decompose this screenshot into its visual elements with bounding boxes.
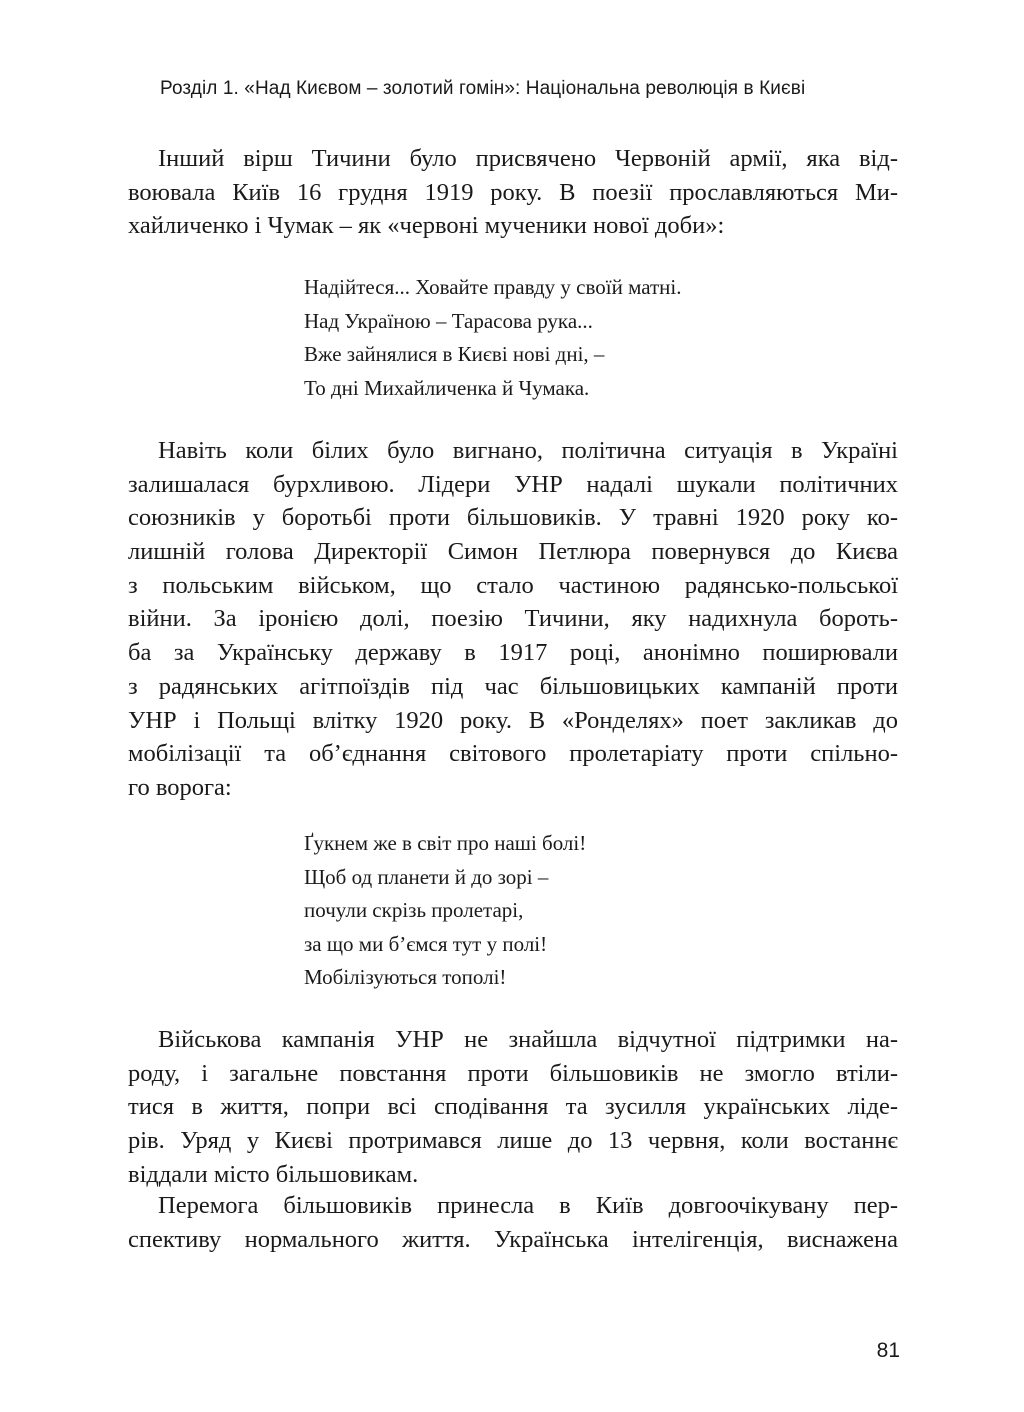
text-line: війни. За іронією долі, поезію Тичини, яку надихнула бороть- — [128, 605, 898, 633]
text-line: союзників у боротьбі проти більшовиків. У травні 1920 року ко- — [128, 504, 898, 532]
paragraph-3 — [128, 1023, 898, 1191]
text-line: залишалася бурхливою. Лідери УНР надалі шукали політичних — [128, 470, 898, 498]
verse-line: То дні Михайличенка й Чумака. — [304, 375, 590, 400]
page-number: 81 — [876, 1339, 900, 1362]
paragraph-1 — [128, 142, 898, 243]
text-line: УНР і Польщі влітку 1920 року. В «Ронделях» поет закликав до — [128, 706, 898, 734]
text-line: тися в життя, попри всі сподівання та зусилля українських лідe- — [128, 1093, 898, 1121]
text-line: хайличенко і Чумак – як «червоні мученики нової доби»: — [128, 212, 725, 240]
text-line: Перемога більшовиків принесла в Київ довгоочікувану пер- — [158, 1192, 898, 1219]
text-line: Навіть коли білих було вигнано, політична ситуація в Україні — [158, 437, 898, 464]
paragraph-2 — [128, 434, 898, 805]
paragraph-4 — [128, 1189, 898, 1256]
verse-line: Надійтеся... Ховайте правду у своїй матні. — [304, 275, 682, 299]
text-line: воювала Київ 16 грудня 1919 року. В поезії прославляються Ми- — [128, 178, 898, 206]
text-line: з радянських агітпоїздів під час більшовицьких кампаній проти — [128, 672, 898, 700]
verse-quote-2 — [304, 827, 586, 995]
text-line: мобілізації та об’єднання світового пролетаріату проти спільно- — [128, 740, 898, 768]
text-line: Інший вірш Тичини було присвячено Червоній армії, яка від- — [158, 145, 898, 172]
text-line: Військова кампанія УНР не знайшла відчутної підтримки на- — [158, 1026, 898, 1053]
verse-line: Ґукнем же в світ про наші болі! — [304, 831, 587, 855]
verse-line: Вже зайнялися в Києві нові дні, – — [304, 342, 605, 366]
verse-line: за що ми б’ємся тут у полі! — [304, 931, 548, 956]
verse-line: почули скрізь пролетарі, — [304, 898, 524, 922]
text-line: спективу нормального життя. Українська інтелігенція, виснажена — [128, 1225, 898, 1253]
text-line: з польським військом, що стало частиною радянсько-польської — [128, 571, 898, 599]
text-line: віддали місто більшовикам. — [128, 1160, 419, 1188]
text-line: ба за Українську державу в 1917 році, анонімно поширювали — [128, 639, 898, 667]
running-head: Розділ 1. «Над Києвом – золотий гомін»: Національна революція в Києві — [160, 78, 806, 99]
verse-line: Щоб од планети й до зорі – — [304, 864, 549, 889]
verse-quote-1 — [304, 271, 682, 405]
text-line: го ворога: — [128, 773, 232, 801]
text-line: роду, і загальне повстання проти більшовиків не змогло втіли- — [128, 1059, 898, 1087]
text-line: рів. Уряд у Києві протримався лише до 13 червня, коли востаннє — [128, 1127, 898, 1155]
text-line: лишній голова Директорії Симон Петлюра повернувся до Києва — [128, 538, 898, 566]
verse-line: Мобілізуються тополі! — [304, 965, 507, 989]
verse-line: Над Україною – Тарасова рука... — [304, 308, 593, 333]
